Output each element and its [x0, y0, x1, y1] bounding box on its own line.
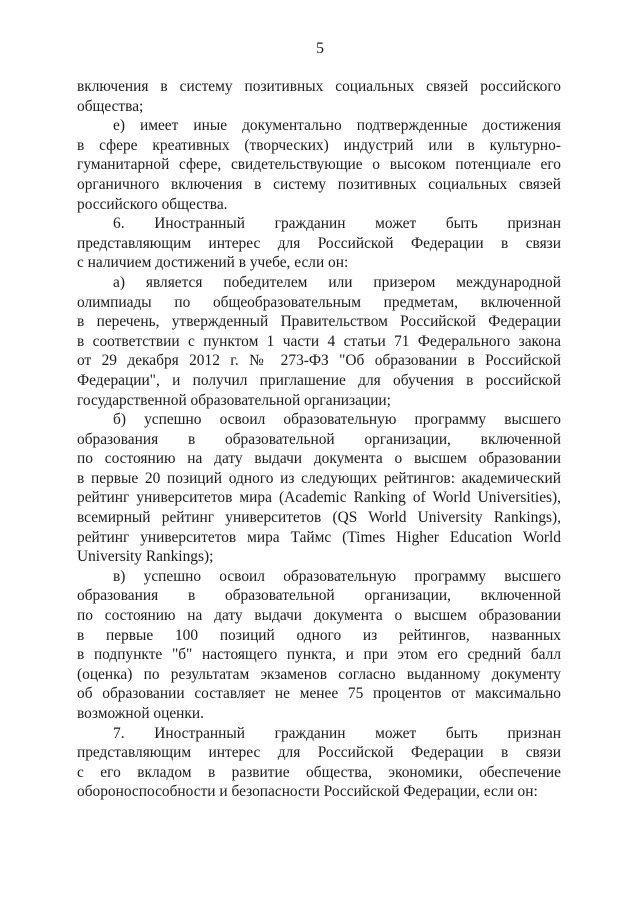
text-line: б) успешно освоил образовательную программу высшего	[113, 411, 561, 429]
page-number: 5	[316, 40, 324, 57]
text-line: органичного включения в систему позитивных социальных связей	[77, 175, 561, 193]
text-line: с наличием достижений в учебе, если он:	[77, 254, 349, 272]
text-line: представляющим интерес для Российской Федерации в связи	[77, 744, 561, 762]
text-line: в) успешно освоил образовательную программу высшего	[113, 567, 561, 585]
text-line: государственной образовательной организации;	[77, 391, 391, 409]
text-line: включения в систему позитивных социальных связей российского	[77, 78, 561, 95]
text-line: рейтинг университетов мира (Academic Ranking of World Universities),	[77, 489, 561, 507]
text-line: University Rankings);	[77, 548, 214, 566]
text-line: а) является победителем или призером международной	[113, 273, 561, 291]
text-line: гуманитарной сфере, свидетельствующие о высоком потенциале его	[77, 156, 561, 174]
text-line: е) имеет иные документально подтвержденные достижения	[113, 117, 561, 135]
text-line: с его вкладом в развитие общества, экономики, обеспечение	[77, 763, 561, 781]
document-body	[77, 77, 561, 802]
text-line: 6. Иностранный гражданин может быть признан	[113, 215, 561, 233]
text-line: представляющим интерес для Российской Федерации в связи	[77, 234, 561, 252]
text-line: (оценка) по результатам экзаменов согласно выданному документу	[77, 665, 561, 683]
text-line: обороноспособности и безопасности Российской Федерации, если он:	[77, 783, 538, 801]
text-line: общества;	[77, 97, 144, 115]
text-line: по состоянию на дату выдачи документа о высшем образовании	[77, 607, 561, 625]
text-line: об образовании составляет не менее 75 процентов от максимально	[77, 685, 561, 703]
text-line: Федерации", и получил приглашение для обучения в российской	[77, 371, 561, 389]
text-line: российского общества.	[77, 195, 228, 213]
text-line: в перечень, утвержденный Правительством Российской Федерации	[77, 313, 561, 331]
text-line: в подпункте "б" настоящего пункта, и при этом его средний балл	[77, 646, 561, 664]
text-line: образования в образовательной организации, включенной	[77, 587, 561, 605]
text-line: 7. Иностранный гражданин может быть признан	[113, 724, 561, 742]
text-line: олимпиады по общеобразовательным предметам, включенной	[77, 293, 561, 311]
text-line: в первые 100 позиций одного из рейтингов, названных	[77, 626, 561, 644]
text-line: возможной оценки.	[77, 705, 204, 722]
text-line: в соответствии с пунктом 1 части 4 статьи 71 Федерального закона	[77, 332, 561, 350]
text-line: рейтинг университетов мира Таймс (Times Higher Education World	[77, 528, 561, 546]
text-line: всемирный рейтинг университетов (QS World University Rankings),	[77, 509, 561, 527]
text-line: в сфере креативных (творческих) индустрий или в культурно-	[77, 136, 561, 154]
text-line: образования в образовательной организации, включенной	[77, 430, 561, 448]
text-line: по состоянию на дату выдачи документа о высшем образовании	[77, 450, 561, 468]
text-line: в первые 20 позиций одного из следующих рейтингов: академический	[77, 469, 561, 487]
text-line: от 29 декабря 2012 г. № 273-ФЗ "Об образовании в Российской	[77, 352, 561, 370]
